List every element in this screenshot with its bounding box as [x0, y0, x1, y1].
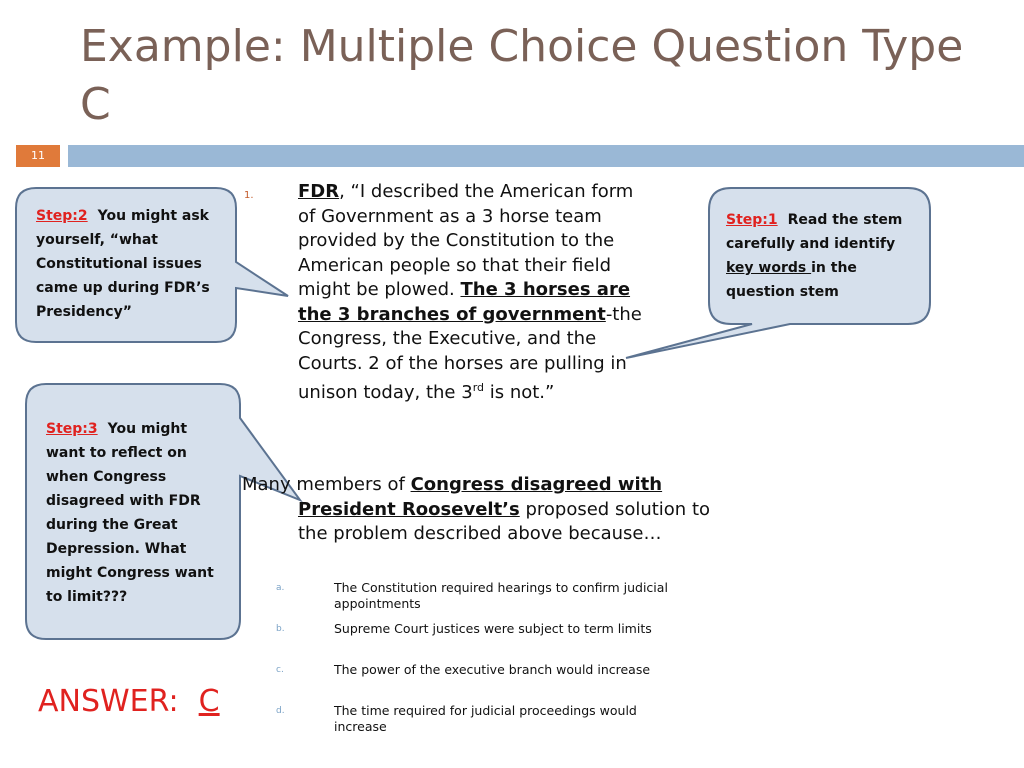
answer-value: C: [198, 684, 220, 719]
step1-label: Step:1: [726, 212, 778, 228]
choice-d: [276, 703, 676, 744]
answer-choices: [276, 580, 676, 744]
stem-quote-3: is not.”: [484, 382, 555, 403]
stem-quote-1: , “I described the American form of Government as a 3 horse team provided by the Constitution to the American people so that their field might be plowed.: [298, 181, 634, 300]
step2-label: Step:2: [36, 208, 88, 224]
step3-body: You might want to reflect on when Congress disagreed with FDR during the Great Depression. What might Congress want to limit???: [46, 421, 214, 605]
choice-c: [276, 662, 676, 703]
choice-text: The time required for judicial proceedings would increase: [334, 703, 637, 734]
question-number: 1.: [244, 190, 254, 201]
choice-b: [276, 621, 676, 662]
callout-step3-text: [46, 417, 226, 609]
stem-fdr: FDR: [298, 181, 340, 202]
prompt-emphasis: Congress disagreed with President Roosevelt’s: [298, 474, 663, 520]
prompt-post: proposed solution to the problem described above because…: [298, 498, 711, 544]
callout-step2-text: [36, 204, 214, 324]
step1-keyword: key words: [726, 260, 812, 276]
step1-body-post: in the question stem: [726, 260, 857, 300]
choice-text: The Constitution required hearings to confirm judicial appointments: [334, 580, 668, 611]
answer: [38, 684, 220, 719]
choice-letter: b.: [276, 624, 285, 634]
choice-text: The power of the executive branch would increase: [334, 662, 651, 677]
answer-label: ANSWER:: [38, 684, 179, 719]
choice-text: Supreme Court justices were subject to term limits: [334, 621, 652, 636]
choice-letter: a.: [276, 583, 285, 593]
choice-letter: d.: [276, 706, 285, 716]
choice-a: [276, 580, 676, 621]
prompt-pre: Many members of: [242, 474, 411, 495]
question-stem: [298, 180, 654, 406]
step1-body-pre: Read the stem carefully and identify: [726, 212, 903, 252]
step3-label: Step:3: [46, 421, 98, 437]
stem-emphasis: The 3 horses are the 3 branches of government: [298, 279, 631, 325]
stem-quote-2: -the Congress, the Executive, and the Courts. 2 of the horses are pulling in unison today, the 3: [298, 303, 642, 403]
stem-superscript: rd: [472, 381, 484, 394]
slide-title: Example: Multiple Choice Question Type C: [80, 21, 964, 130]
step2-body: You might ask yourself, “what Constitutional issues came up during FDR’s Presidency”: [36, 208, 210, 320]
callout-step1-text: [726, 208, 922, 304]
slide-number: 11: [31, 149, 45, 162]
choice-letter: c.: [276, 665, 284, 675]
question-prompt: [242, 473, 713, 547]
